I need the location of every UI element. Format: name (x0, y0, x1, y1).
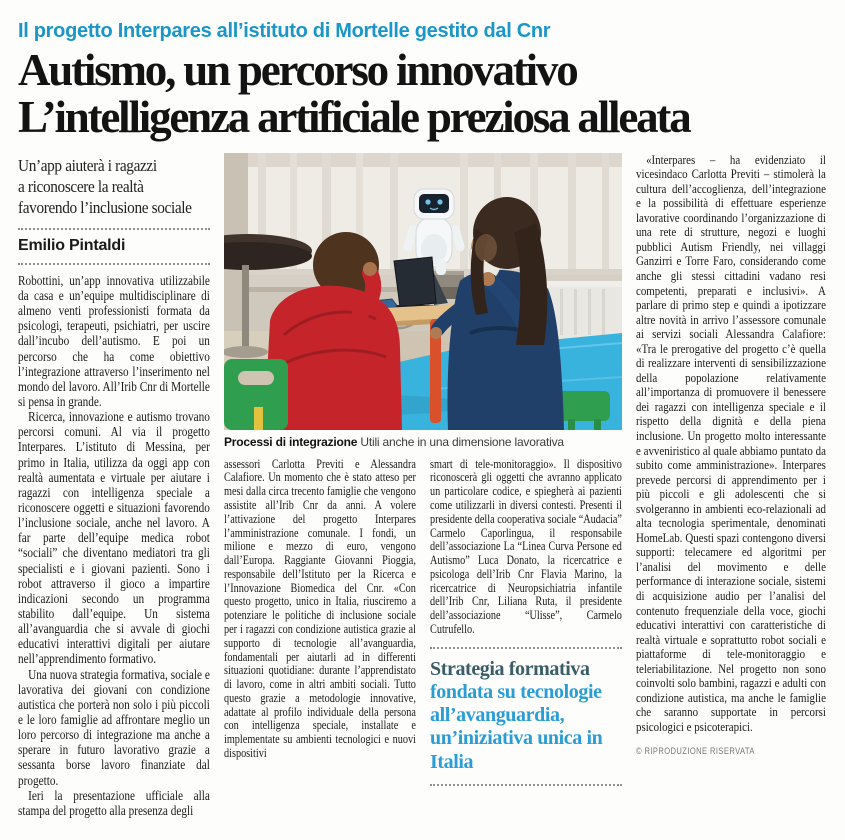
paragraph: Robottini, un’app innovativa utilizzabile da casa e un’equipe multidisciplinare di almeno venti professionisti formata da psicologi, terapeuti, psichiatri, per uscire dall’incubo dell’autismo. E poi un percorso che ha come obiettivo l’integrazione attraverso l’inserimento nel mondo del lavoro. All’Irib Cnr di Mortelle si pensa in grande. (18, 272, 210, 410)
caption-text: Utili anche in una dimensione lavorativa (357, 434, 564, 449)
standfirst-line: a riconoscere la realtà (18, 176, 144, 196)
column-3 (430, 458, 622, 786)
column-2 (224, 458, 416, 786)
column-2-text (224, 458, 416, 761)
dotted-rule (18, 263, 210, 265)
therapy-room-photo (224, 153, 622, 430)
headline-line-1: Autismo, un percorso innovativo (18, 45, 577, 95)
byline: Emilio Pintaldi (18, 236, 126, 254)
standfirst-line: Un’app aiuterà i ragazzi (18, 155, 157, 175)
pull-quote (430, 647, 622, 786)
pull-quote-lead: Strategia formativa (430, 657, 590, 680)
headline (18, 47, 827, 141)
dotted-rule (18, 228, 210, 230)
standfirst (18, 153, 210, 226)
article-body (18, 153, 827, 818)
standfirst-line: favorendo l’inclusione sociale (18, 197, 192, 217)
column-1-text (18, 273, 210, 818)
column-4-text (636, 153, 826, 757)
photo-caption (224, 435, 622, 449)
middle-text-columns (224, 458, 622, 786)
headline-line-2: L’intelligenza artificiale preziosa alleata (18, 91, 690, 142)
caption-kicker: Processi di integrazione (224, 434, 358, 449)
paragraph: Ieri la presentazione ufficiale alla stampa del progetto alla presenza degli (18, 787, 210, 818)
paragraph: assessori Carlotta Previti e Alessandra Calafiore. Un momento che è stato atteso per mesi dalla circa trecento famiglie che vengono assistite all’Irib Cnr da anni. A volere l’attivazione del progetto Interpares l’amministrazione comunale. I fondi, un milione e mezzo di euro, vengono dall’Europa. Raggiante Giovanni Pioggia, responsabile dell’Istituto per la Ricerca e l’Innovazione Biomedica del Cnr. «Con questo progetto, unico in Italia, riusciremo a potenziare le politiche di inclusione sociale per i ragazzi con condizione autistica grazie al supporto di tecnologie all’avanguardia, fondamentali per aiutarli ad in differenti situazioni quotidiane: durante l’apprendistato di lavoro, come in altri ambiti sociali. Tutto questo grazie a metodologie innovative, adattate al profilo individuale della persona con intelligenza speciale, installate e implementate su ambienti tecnologici e nuovi dispositivi (224, 456, 416, 760)
kicker: Il progetto Interpares all’istituto di Mortelle gestito dal Cnr (18, 20, 551, 42)
column-3-text (430, 458, 622, 637)
paragraph: Ricerca, innovazione e autismo trovano percorsi comuni. Al via il progetto Interpares. L’istituto di Messina, per primo in Italia, utilizza da oggi app con realtà aumentata e virtuale per aiutare i ragazzi con intelligenza speciale a riconoscere oggetti e situazioni favorendo l’inclusione sociale, anche nel lavoro. A far parte dell’equipe medica robot “sociali” che diventano mediatori tra gli specialisti e i giovani pazienti. Sono i robot attraverso il gioco a impartire indicazioni secondo un programma stabilito dall’equipe. Un sistema all’avanguardia che si avvale di giochi educativi interattivi digitali per aiutare nell’apprendimento formativo. (18, 409, 210, 667)
paragraph: Una nuova strategia formativa, sociale e lavorativa dei giovani con condizione autistica che porterà non solo i più piccoli e le loro famiglie ad affrontare meglio un loro percorso di integrazione ma anche a sperare in futuro lavorativo grazie a sessanta borse lavoro finanziate dal progetto. (18, 666, 210, 788)
copyright-notice: © RIPRODUZIONE RISERVATA (636, 746, 755, 757)
column-1 (18, 153, 210, 818)
middle-section (224, 153, 622, 818)
column-4 (636, 153, 826, 818)
green-chair-left (224, 359, 288, 430)
article-photo (224, 153, 622, 430)
pull-quote-body: fondata su tecnologie all’avanguardia, un’iniziativa unica in Italia (430, 680, 603, 773)
paragraph: «Interpares – ha evidenziato il vicesindaco Carlotta Previti – stimolerà la cultura dell’accoglienza, dell’integrazione e la possibilità di effettuare esperienze lavorative coordinando l’organizzazione di una rete di strutture, negozi e luoghi pubblici Autism Friendly, nei villaggi Ganzirri e Torre Faro, considerando come anche gli stessi cittadini vadano resi competenti, preparati e inclusivi». A parlare di primo step e quindi a ipotizzare altre novità in arrivo l’assessore comunale ai servizi sociali Alessandra Calafiore: «Tra le prerogative del progetto c’è quella di realizzare interventi di sensibilizzazione della popolazione relativamente all’importanza di promuovere il benessere dei ragazzi con intelligenza speciale e il rispetto della dignità e della piena inclusione. Un progetto molto interessante e avveniristico al quale abbiamo puntato da subito come amministrazione». Interpares prevede percorsi di apprendimento per i più piccoli e gli adolescenti che si svolgeranno in ambienti eco-relazionali ad alta tecnologia sperimentale, denominati HomeLab. Questi spazi contengono diversi supporti: telecamere ed algoritmi per l’analisi del movimento e delle performance di interazione sociale, sistemi di acquisizione audio per l’analisi del contenuto frequenziale della voce, giochi educativi interattivi con caratteristiche di realtà virtuale e soprattutto robot sociali e piattaforme di tele-monitoraggio e teleriabilitazione. Nel progetto non sono coinvolti solo bambini, ragazzi e adulti con condizione autistica, ma anche le famiglie che saranno supportate in percorsi psicologici e psicoterapici. (636, 151, 826, 734)
paragraph: smart di tele-monitoraggio». Il dispositivo riconoscerà gli oggetti che avranno applicato un particolare codice, e spiegherà ai pazienti come utilizzarli in diversi contesti. Presenti il presidente della cooperativa sociale “Audacia” Carmelo Caporlingua, il responsabile dell’associazione La “Linea Curva Persone ed Autismo” Luca Donato, la ricercatrice e psicologa dell’Irib Cnr Flavia Marino, la ricercatrice di Neuropsichiatria infantile dell’Irib Cnr, Liliana Ruta, il presidente dell’associazione “Ulisse”, Carmelo Cutrufello. (430, 456, 622, 636)
